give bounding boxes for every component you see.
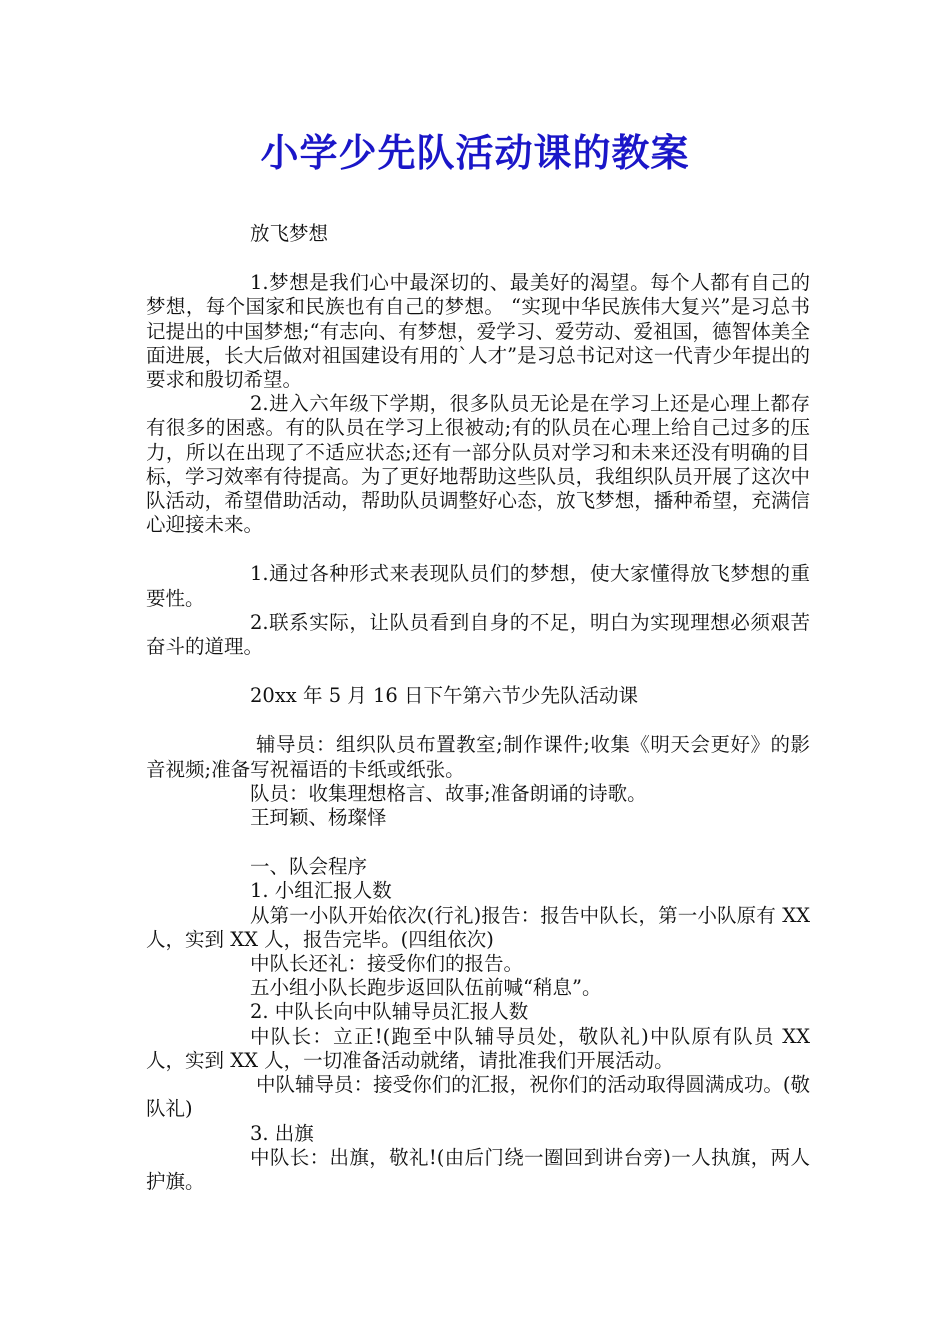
step2-paragraph-1: 中队长：立正!(跑至中队辅导员处，敬队礼)中队原有队员 XX 人，实到 XX 人，一切准备活动就绪，请批准我们开展活动。 xyxy=(146,1024,810,1072)
step2-heading: 2. 中队长向中队辅导员汇报人数 xyxy=(250,1000,529,1024)
step1-heading: 1. 小组汇报人数 xyxy=(250,879,392,903)
step1-paragraph-1: 从第一小队开始依次(行礼)报告：报告中队长，第一小队原有 XX 人，实到 XX 人，报告完毕。(四组依次) xyxy=(146,903,810,951)
background-paragraph-1: 1.梦想是我们心中最深切的、最美好的渴望。每个人都有自己的梦想，每个国家和民族也有自己的梦想。 “实现中华民族伟大复兴”是习总书记提出的中国梦想;“有志向、有梦想，爱学习、爱劳动、爱祖国，德智体美全面进展，长大后做对祖国建设有用的`人才”是习总书记对这一代青少年提出的要求和殷切希望。 xyxy=(146,271,810,392)
goal-paragraph-2: 2.联系实际，让队员看到自身的不足，明白为实现理想必须艰苦奋斗的道理。 xyxy=(146,610,810,659)
prep-members: 队员：收集理想格言、故事;准备朗诵的诗歌。 xyxy=(250,781,647,805)
program-heading: 一、队会程序 xyxy=(250,855,368,879)
goal-paragraph-1: 1.通过各种形式来表现队员们的梦想，使大家懂得放飞梦想的重要性。 xyxy=(146,562,810,610)
activity-time: 20xx 年 5 月 16 日下午第六节少先队活动课 xyxy=(250,684,639,708)
step3-paragraph-1: 中队长：出旗，敬礼!(由后门绕一圈回到讲台旁)一人执旗，两人护旗。 xyxy=(146,1145,810,1193)
background-paragraph-2: 2.进入六年级下学期，很多队员无论是在学习上还是心理上都存有很多的困惑。有的队员在学习上很被动;有的队员在心理上给自己过多的压力，所以在出现了不适应状态;还有一部分队员对学习和未来还没有明确的目标，学习效率有待提高。为了更好地帮助这些队员，我组织队员开展了这次中队活动，希望借助活动，帮助队员调整好心态，放飞梦想，播种希望，充满信心迎接未来。 xyxy=(146,392,810,537)
prep-counselor: 辅导员：组织队员布置教室;制作课件;收集《明天会更好》的影音视频;准备写祝福语的卡纸或纸张。 xyxy=(146,733,810,781)
document-title: 小学少先队活动课的教案 xyxy=(260,131,690,175)
step1-paragraph-2: 中队长还礼：接受你们的报告。 xyxy=(250,952,524,976)
theme-heading: 放飞梦想 xyxy=(250,222,329,245)
hosts: 王珂颖、杨璨怿 xyxy=(250,806,387,830)
document-body xyxy=(146,222,810,1194)
step2-paragraph-2: 中队辅导员：接受你们的汇报，祝你们的活动取得圆满成功。(敬队礼) xyxy=(146,1073,810,1121)
step1-paragraph-3: 五小组小队长跑步返回队伍前喊“稍息”。 xyxy=(250,976,602,1000)
step3-heading: 3. 出旗 xyxy=(250,1121,314,1145)
